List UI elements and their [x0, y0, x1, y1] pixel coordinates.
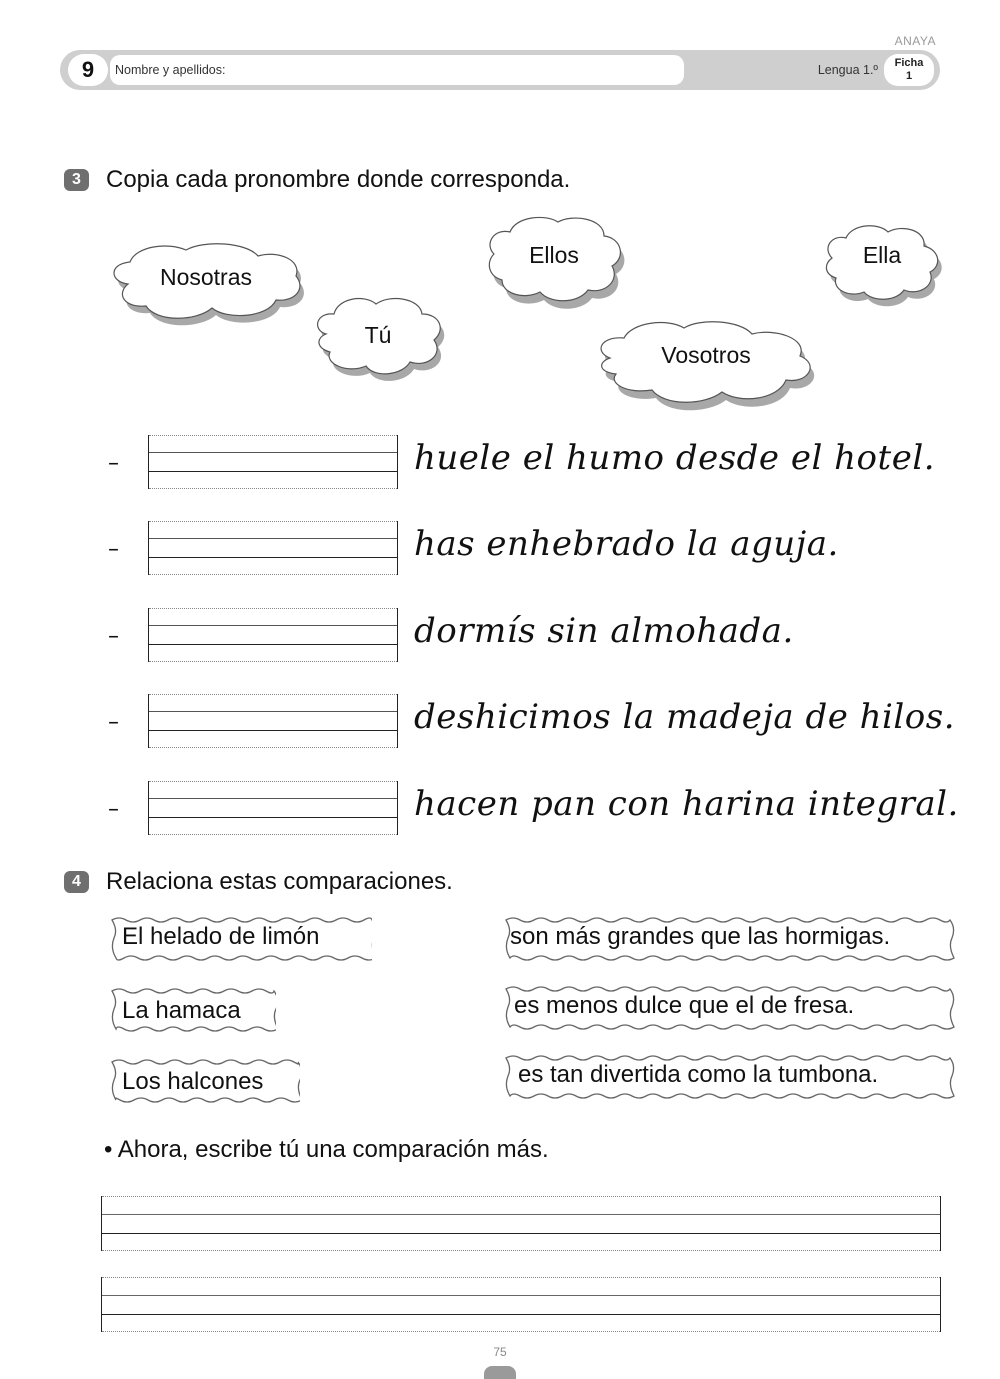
unit-number: 9 [68, 54, 108, 86]
item-text: es menos dulce que el de fresa. [514, 992, 855, 1019]
cloud-ellos [484, 214, 624, 306]
sheet-badge [884, 54, 934, 86]
sheet-label: Ficha [894, 57, 924, 69]
cloud-tu [310, 294, 446, 380]
fill-row [108, 608, 978, 664]
worksheet-header [60, 50, 940, 90]
fill-row [108, 694, 978, 750]
pronoun-label: Nosotras [159, 264, 253, 290]
page-number: 75 [493, 1345, 507, 1359]
answer-input[interactable] [148, 521, 398, 575]
answer-input[interactable] [148, 435, 398, 489]
item-text: Los halcones [122, 1068, 264, 1095]
pronoun-label: Tú [364, 322, 392, 348]
cloud-vosotros [594, 318, 818, 408]
publisher-logo: ANAYA [894, 34, 936, 48]
sentence-text: huele el humo desde el hotel. [414, 438, 935, 478]
followup-instruction: • Ahora, escribe tú una comparación más. [104, 1136, 549, 1163]
page-tab [484, 1366, 516, 1379]
item-text: son más grandes que las hormigas. [510, 923, 891, 950]
sentence-text: hacen pan con harina integral. [414, 784, 959, 824]
dash: – [108, 797, 119, 822]
item-text: es tan divertida como la tumbona. [518, 1061, 879, 1088]
answer-writing-line[interactable] [101, 1277, 941, 1332]
item-text: El helado de limón [122, 923, 320, 950]
sentence-text: deshicimos la madeja de hilos. [414, 697, 956, 737]
answer-input[interactable] [148, 781, 398, 835]
answer-input[interactable] [148, 694, 398, 748]
exercise-number-badge: 3 [64, 169, 89, 191]
left-item[interactable] [104, 916, 372, 960]
exercise-3-title [64, 166, 570, 194]
dash: – [108, 451, 119, 476]
cloud-nosotras [106, 240, 306, 326]
right-item[interactable] [498, 1054, 956, 1098]
name-field[interactable] [110, 55, 684, 85]
sheet-number: 1 [905, 70, 913, 82]
pronoun-label: Vosotros [661, 342, 751, 368]
exercise-4-title [64, 868, 453, 896]
dash: – [108, 537, 119, 562]
left-item[interactable] [104, 987, 276, 1031]
dash: – [108, 624, 119, 649]
exercise-number-badge: 4 [64, 871, 89, 893]
sentence-text: has enhebrado la aguja. [414, 524, 839, 564]
fill-row [108, 781, 978, 837]
pronoun-label: Ellos [529, 242, 579, 268]
left-item[interactable] [104, 1058, 300, 1102]
fill-row [108, 521, 978, 577]
exercise-3-instruction: Copia cada pronombre donde corresponda. [106, 166, 571, 193]
fill-row [108, 435, 978, 491]
subject-label: Lengua 1.º [817, 63, 878, 77]
answer-writing-line[interactable] [101, 1196, 941, 1251]
dash: – [108, 710, 119, 735]
name-label: Nombre y apellidos: [115, 63, 226, 77]
item-text: La hamaca [122, 997, 241, 1024]
answer-input[interactable] [148, 608, 398, 662]
cloud-ella [822, 222, 942, 304]
right-item[interactable] [498, 916, 956, 960]
sentence-text: dormís sin almohada. [414, 611, 794, 651]
right-item[interactable] [498, 985, 956, 1029]
exercise-4-instruction: Relaciona estas comparaciones. [106, 868, 453, 895]
pronoun-label: Ella [862, 242, 902, 268]
